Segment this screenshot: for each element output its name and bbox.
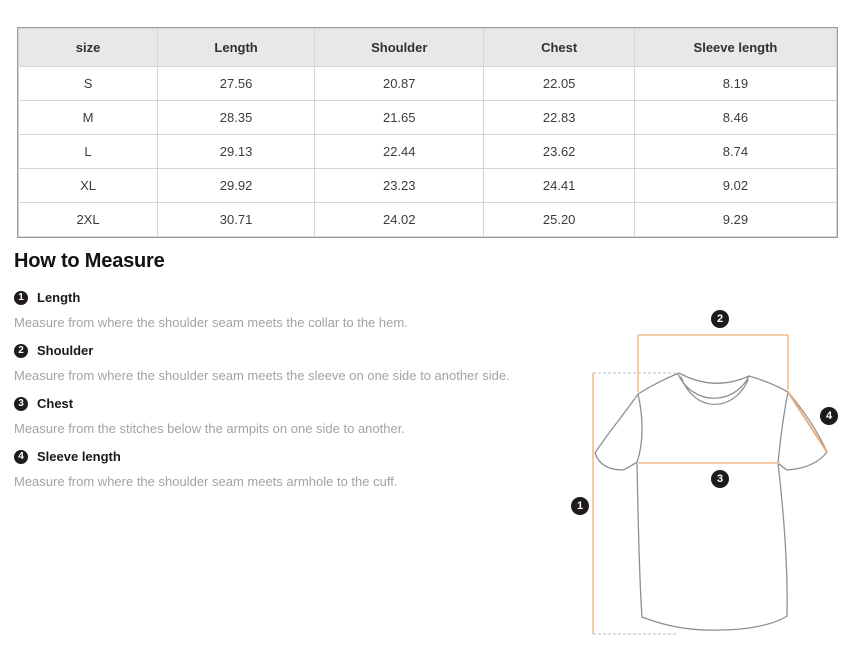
measure-item-head xyxy=(14,290,574,305)
size-chart-header-row xyxy=(19,29,837,67)
measure-item-head xyxy=(14,396,574,411)
col-header-size: size xyxy=(19,29,158,67)
cell-sleeve-length: 8.46 xyxy=(634,101,836,135)
table-row-m xyxy=(19,101,837,135)
measure-item-description: Measure from the stitches below the armpits on one side to another. xyxy=(14,421,405,436)
tshirt-outline xyxy=(595,373,827,630)
table-row-2xl xyxy=(19,203,837,237)
col-header-length: Length xyxy=(158,29,315,67)
cell-size: M xyxy=(19,101,158,135)
table-row-l xyxy=(19,135,837,169)
cell-length: 28.35 xyxy=(158,101,315,135)
number-badge: 2 xyxy=(14,344,28,358)
measure-item-label: Shoulder xyxy=(37,343,94,358)
number-badge: 1 xyxy=(14,291,28,305)
cell-shoulder: 24.02 xyxy=(315,203,484,237)
diagram-badge-sleeve-length: 4 xyxy=(820,407,838,425)
diagram-badge-chest: 3 xyxy=(711,470,729,488)
cell-length: 29.92 xyxy=(158,169,315,203)
col-header-sleeve-length: Sleeve length xyxy=(634,29,836,67)
size-chart-table xyxy=(18,28,837,237)
measure-item-description: Measure from where the shoulder seam meets the sleeve on one side to another side. xyxy=(14,368,510,383)
measure-item-sleeve-length xyxy=(14,449,574,489)
cell-length: 30.71 xyxy=(158,203,315,237)
tshirt-diagram xyxy=(565,295,854,667)
tshirt-illustration xyxy=(565,295,854,667)
measure-item-head xyxy=(14,449,574,464)
cell-size: 2XL xyxy=(19,203,158,237)
measure-item-description: Measure from where the shoulder seam meets armhole to the cuff. xyxy=(14,474,398,489)
cell-sleeve-length: 9.02 xyxy=(634,169,836,203)
cell-size: XL xyxy=(19,169,158,203)
col-header-shoulder: Shoulder xyxy=(315,29,484,67)
cell-size: S xyxy=(19,67,158,101)
measure-item-label: Chest xyxy=(37,396,74,411)
measure-item-chest xyxy=(14,396,574,436)
table-row-s xyxy=(19,67,837,101)
cell-shoulder: 21.65 xyxy=(315,101,484,135)
cell-chest: 25.20 xyxy=(484,203,635,237)
size-chart xyxy=(17,27,838,238)
number-badge: 4 xyxy=(14,450,28,464)
measure-item-description: Measure from where the shoulder seam meets the collar to the hem. xyxy=(14,315,408,330)
cell-chest: 22.05 xyxy=(484,67,635,101)
cell-shoulder: 20.87 xyxy=(315,67,484,101)
cell-shoulder: 23.23 xyxy=(315,169,484,203)
diagram-badge-shoulder: 2 xyxy=(711,310,729,328)
cell-chest: 23.62 xyxy=(484,135,635,169)
measure-item-label: Sleeve length xyxy=(37,449,121,464)
cell-sleeve-length: 8.19 xyxy=(634,67,836,101)
cell-sleeve-length: 9.29 xyxy=(634,203,836,237)
number-badge: 3 xyxy=(14,397,28,411)
cell-sleeve-length: 8.74 xyxy=(634,135,836,169)
cell-length: 27.56 xyxy=(158,67,315,101)
col-header-chest: Chest xyxy=(484,29,635,67)
cell-chest: 24.41 xyxy=(484,169,635,203)
cell-size: L xyxy=(19,135,158,169)
how-to-measure-section xyxy=(14,249,574,502)
measure-item-length xyxy=(14,290,574,330)
measure-item-head xyxy=(14,343,574,358)
measure-item-shoulder xyxy=(14,343,574,383)
diagram-badge-length: 1 xyxy=(571,497,589,515)
cell-chest: 22.83 xyxy=(484,101,635,135)
section-title: How to Measure xyxy=(14,250,165,272)
cell-length: 29.13 xyxy=(158,135,315,169)
cell-shoulder: 22.44 xyxy=(315,135,484,169)
measure-item-label: Length xyxy=(37,290,81,305)
table-row-xl xyxy=(19,169,837,203)
